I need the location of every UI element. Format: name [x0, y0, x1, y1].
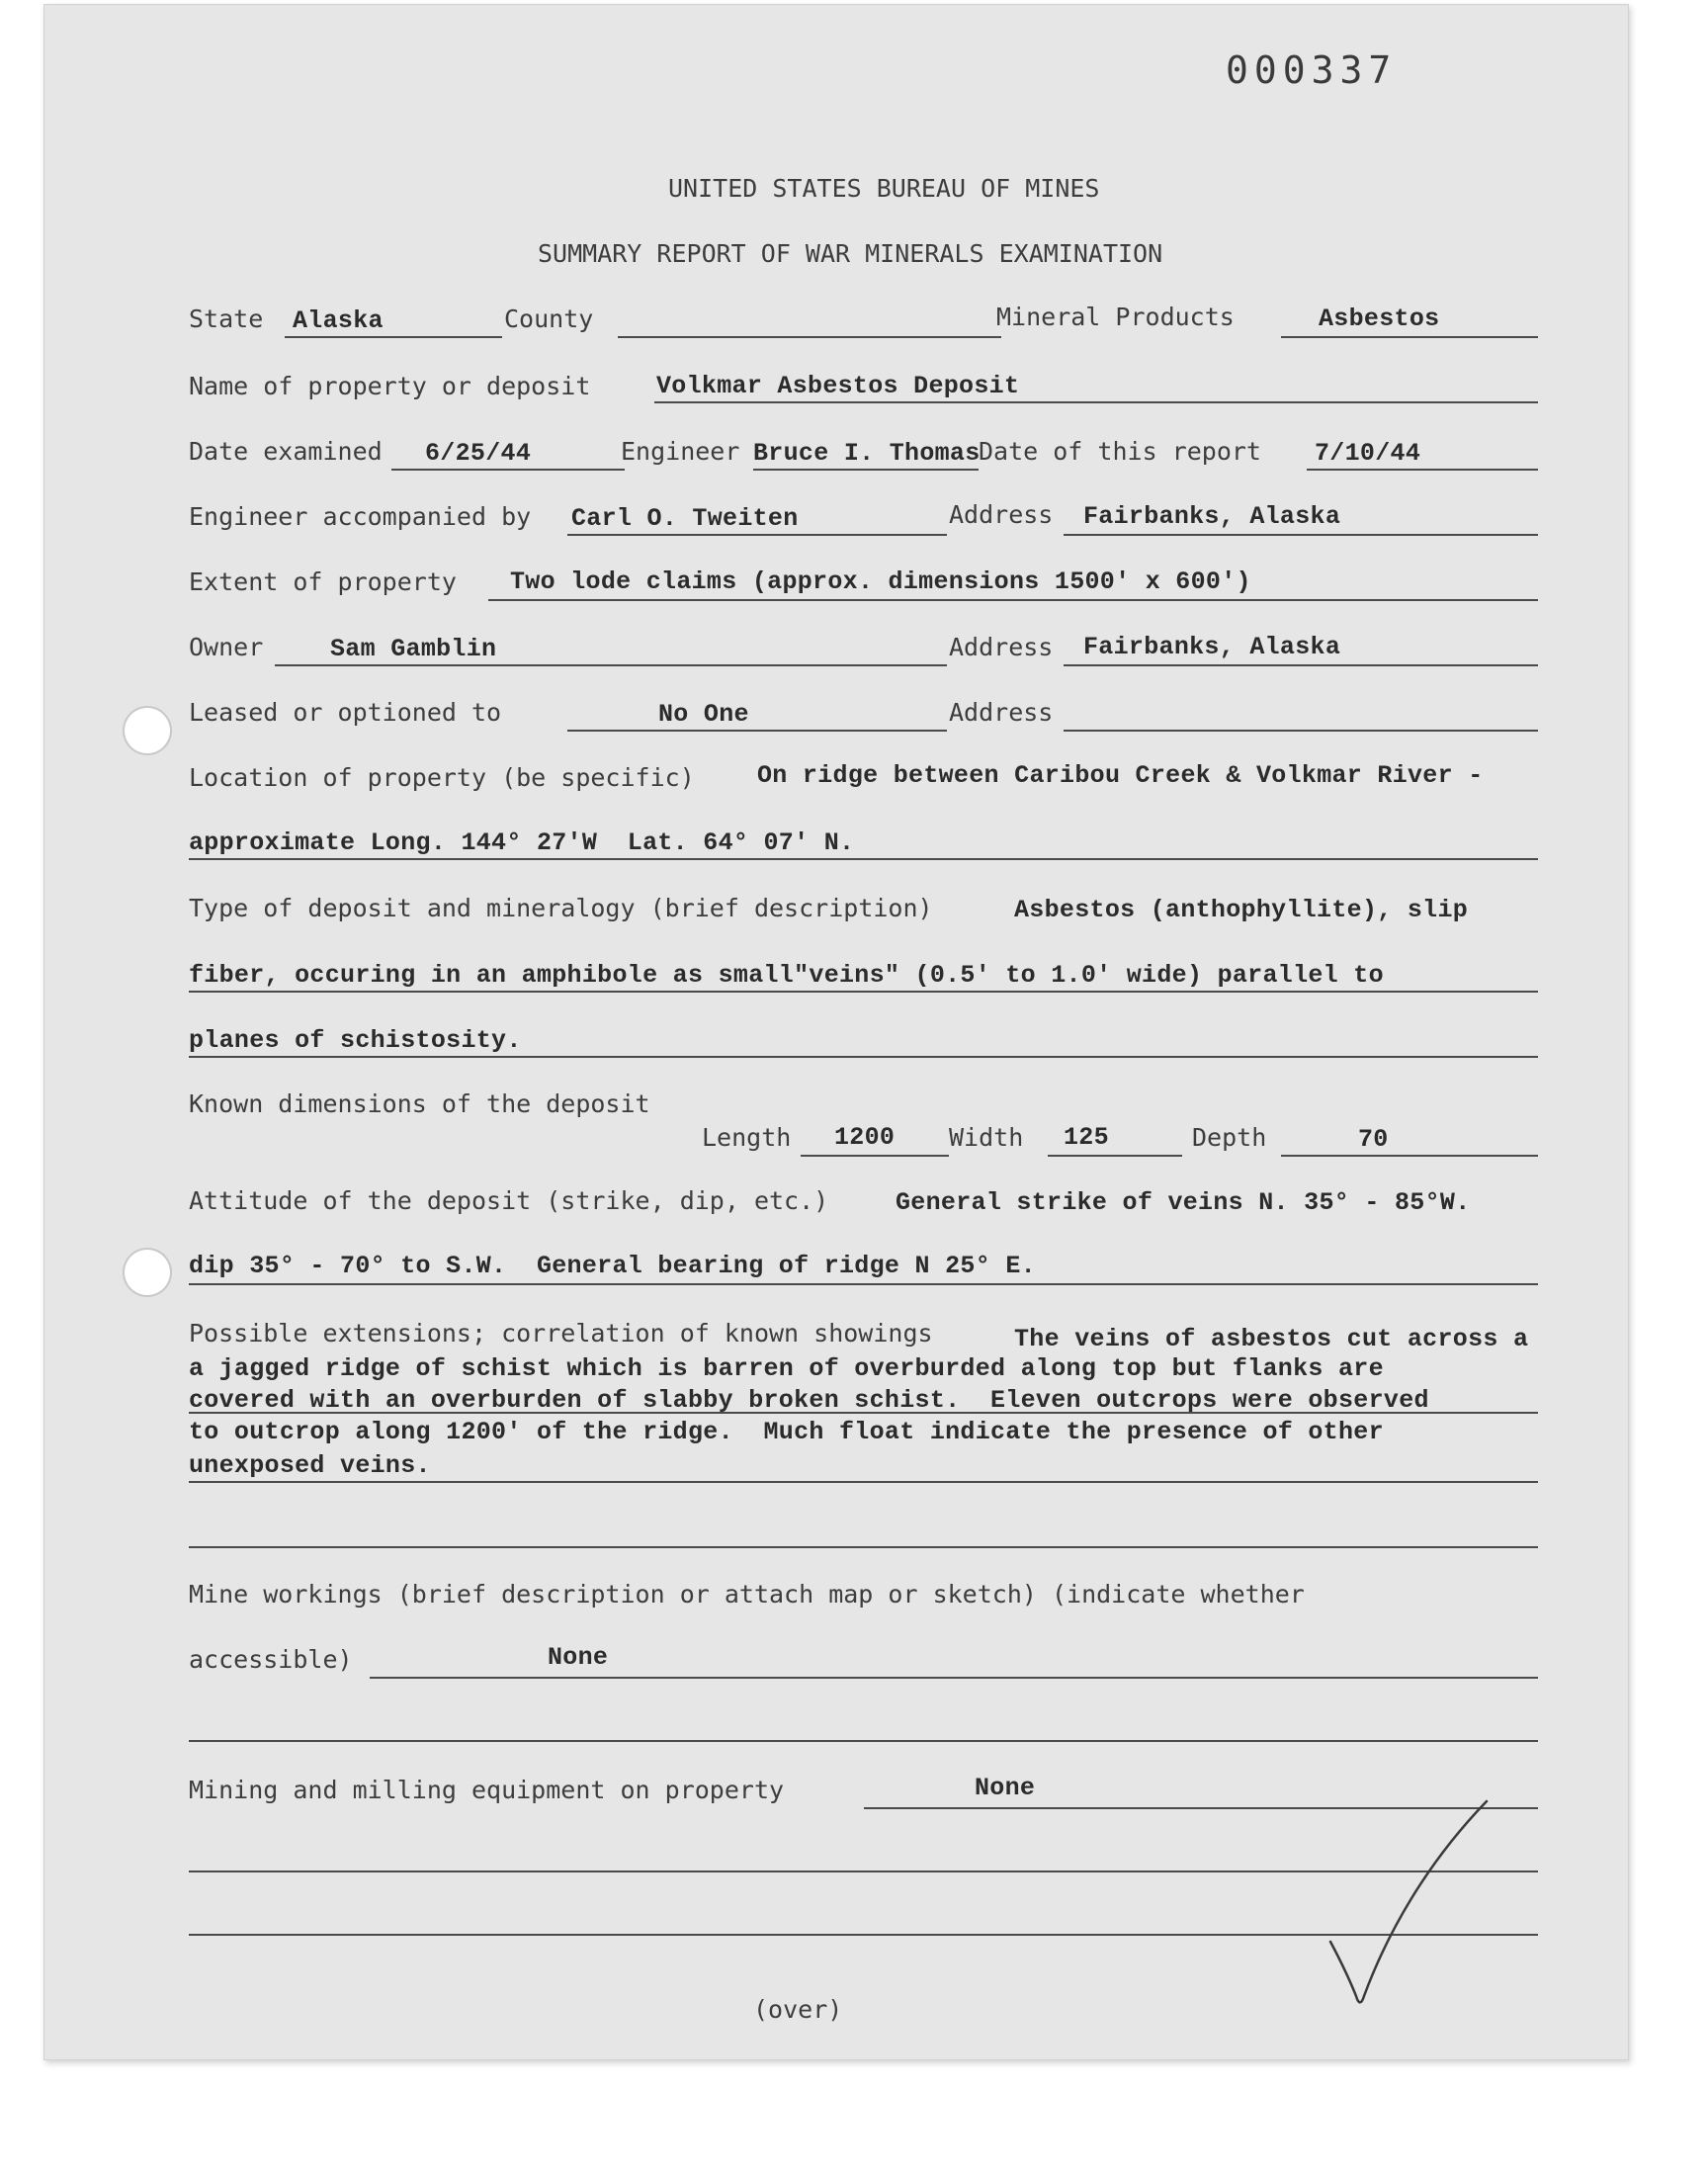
extent-line	[488, 599, 1538, 601]
location-label: Location of property (be specific)	[189, 763, 695, 792]
owner-address-label: Address	[949, 633, 1054, 661]
width-value[interactable]: 125	[1064, 1123, 1109, 1152]
property-label: Name of property or deposit	[189, 372, 591, 400]
document-number: 000337	[1226, 48, 1398, 92]
extensions-value-1[interactable]: The veins of asbestos cut across a	[1014, 1325, 1529, 1353]
checkmark-icon	[1319, 1793, 1496, 2021]
state-line	[285, 336, 502, 338]
type-line-2	[189, 991, 1538, 993]
accompanied-address-line	[1064, 534, 1538, 536]
mineral-line	[1281, 336, 1538, 338]
report-date-value[interactable]: 7/10/44	[1315, 439, 1421, 468]
depth-line	[1281, 1155, 1538, 1157]
workings-label-2: accessible)	[189, 1645, 353, 1674]
report-date-line	[1307, 469, 1538, 471]
owner-address-value[interactable]: Fairbanks, Alaska	[1083, 633, 1341, 661]
extensions-value-3[interactable]: covered with an overburden of slabby broken schist. Eleven outcrops were observed	[189, 1386, 1429, 1415]
report-date-label: Date of this report	[979, 437, 1261, 466]
attitude-value-1[interactable]: General strike of veins N. 35° - 85°W.	[896, 1188, 1471, 1217]
length-label: Length	[702, 1123, 792, 1152]
owner-label: Owner	[189, 633, 264, 661]
owner-value[interactable]: Sam Gamblin	[330, 635, 497, 663]
leased-address-label: Address	[949, 698, 1054, 727]
mineral-value[interactable]: Asbestos	[1319, 304, 1440, 333]
equipment-label: Mining and milling equipment on property	[189, 1776, 785, 1804]
location-line	[189, 858, 1538, 860]
property-line	[654, 401, 1538, 403]
accompanied-address-value[interactable]: Fairbanks, Alaska	[1083, 502, 1341, 531]
attitude-label: Attitude of the deposit (strike, dip, etc.)	[189, 1186, 829, 1215]
accompanied-value[interactable]: Carl O. Tweiten	[571, 504, 799, 533]
extensions-value-5[interactable]: unexposed veins.	[189, 1451, 431, 1480]
workings-value[interactable]: None	[548, 1643, 609, 1672]
type-value-3[interactable]: planes of schistosity.	[189, 1026, 522, 1055]
leased-label: Leased or optioned to	[189, 698, 502, 727]
depth-value[interactable]: 70	[1358, 1125, 1389, 1154]
length-line	[801, 1155, 949, 1157]
type-line-3	[189, 1056, 1538, 1058]
type-value-1[interactable]: Asbestos (anthophyllite), slip	[1014, 896, 1469, 924]
accompanied-label: Engineer accompanied by	[189, 502, 532, 531]
punch-hole	[125, 1250, 170, 1295]
width-label: Width	[949, 1123, 1024, 1152]
punch-hole	[125, 708, 170, 753]
date-examined-value[interactable]: 6/25/44	[425, 439, 532, 468]
county-label: County	[504, 304, 594, 333]
type-value-2[interactable]: fiber, occuring in an amphibole as small"veins" (0.5' to 1.0' wide) parallel to	[189, 961, 1384, 990]
extensions-value-2[interactable]: a jagged ridge of schist which is barren of overburded along top but flanks are	[189, 1354, 1384, 1383]
type-label: Type of deposit and mineralogy (brief description)	[189, 894, 933, 922]
leased-value[interactable]: No One	[658, 700, 749, 729]
engineer-label: Engineer	[621, 437, 740, 466]
leased-address-line	[1064, 730, 1538, 732]
extensions-value-4[interactable]: to outcrop along 1200' of the ridge. Much float indicate the presence of other	[189, 1418, 1384, 1446]
over-note: (over)	[753, 1995, 843, 2024]
report-title: SUMMARY REPORT OF WAR MINERALS EXAMINATION	[538, 239, 1163, 268]
engineer-value[interactable]: Bruce I. Thomas	[753, 439, 981, 468]
extent-value[interactable]: Two lode claims (approx. dimensions 1500' x 600')	[510, 567, 1251, 596]
county-line	[618, 336, 1001, 338]
workings-line-1	[370, 1677, 1538, 1679]
attitude-value-2[interactable]: dip 35° - 70° to S.W. General bearing of ridge N 25° E.	[189, 1252, 1036, 1280]
depth-label: Depth	[1192, 1123, 1267, 1152]
owner-address-line	[1064, 664, 1538, 666]
date-examined-label: Date examined	[189, 437, 383, 466]
extensions-label: Possible extensions; correlation of known showings	[189, 1319, 933, 1348]
workings-label-1: Mine workings (brief description or attach map or sketch) (indicate whether	[189, 1580, 1305, 1609]
location-value-1[interactable]: On ridge between Caribou Creek & Volkmar River -	[757, 761, 1484, 790]
accompanied-address-label: Address	[949, 500, 1054, 529]
property-value[interactable]: Volkmar Asbestos Deposit	[656, 372, 1020, 400]
state-label: State	[189, 304, 264, 333]
extensions-line-1	[189, 1412, 1538, 1414]
extensions-line-2	[189, 1481, 1538, 1483]
engineer-line	[753, 469, 979, 471]
equipment-value[interactable]: None	[975, 1774, 1036, 1802]
document-page	[43, 4, 1629, 2060]
width-line	[1048, 1155, 1182, 1157]
location-value-2[interactable]: approximate Long. 144° 27'W Lat. 64° 07' N.	[189, 828, 855, 857]
mineral-label: Mineral Products	[996, 303, 1235, 331]
workings-line-2	[189, 1740, 1538, 1742]
extensions-line-3	[189, 1546, 1538, 1548]
agency-heading: UNITED STATES BUREAU OF MINES	[668, 174, 1100, 203]
date-examined-line	[391, 469, 625, 471]
leased-line	[567, 730, 947, 732]
owner-line	[275, 664, 947, 666]
accompanied-line	[567, 534, 947, 536]
length-value[interactable]: 1200	[834, 1123, 896, 1152]
attitude-line	[189, 1283, 1538, 1285]
extent-label: Extent of property	[189, 567, 457, 596]
dimensions-label: Known dimensions of the deposit	[189, 1089, 650, 1118]
state-value[interactable]: Alaska	[293, 306, 384, 335]
